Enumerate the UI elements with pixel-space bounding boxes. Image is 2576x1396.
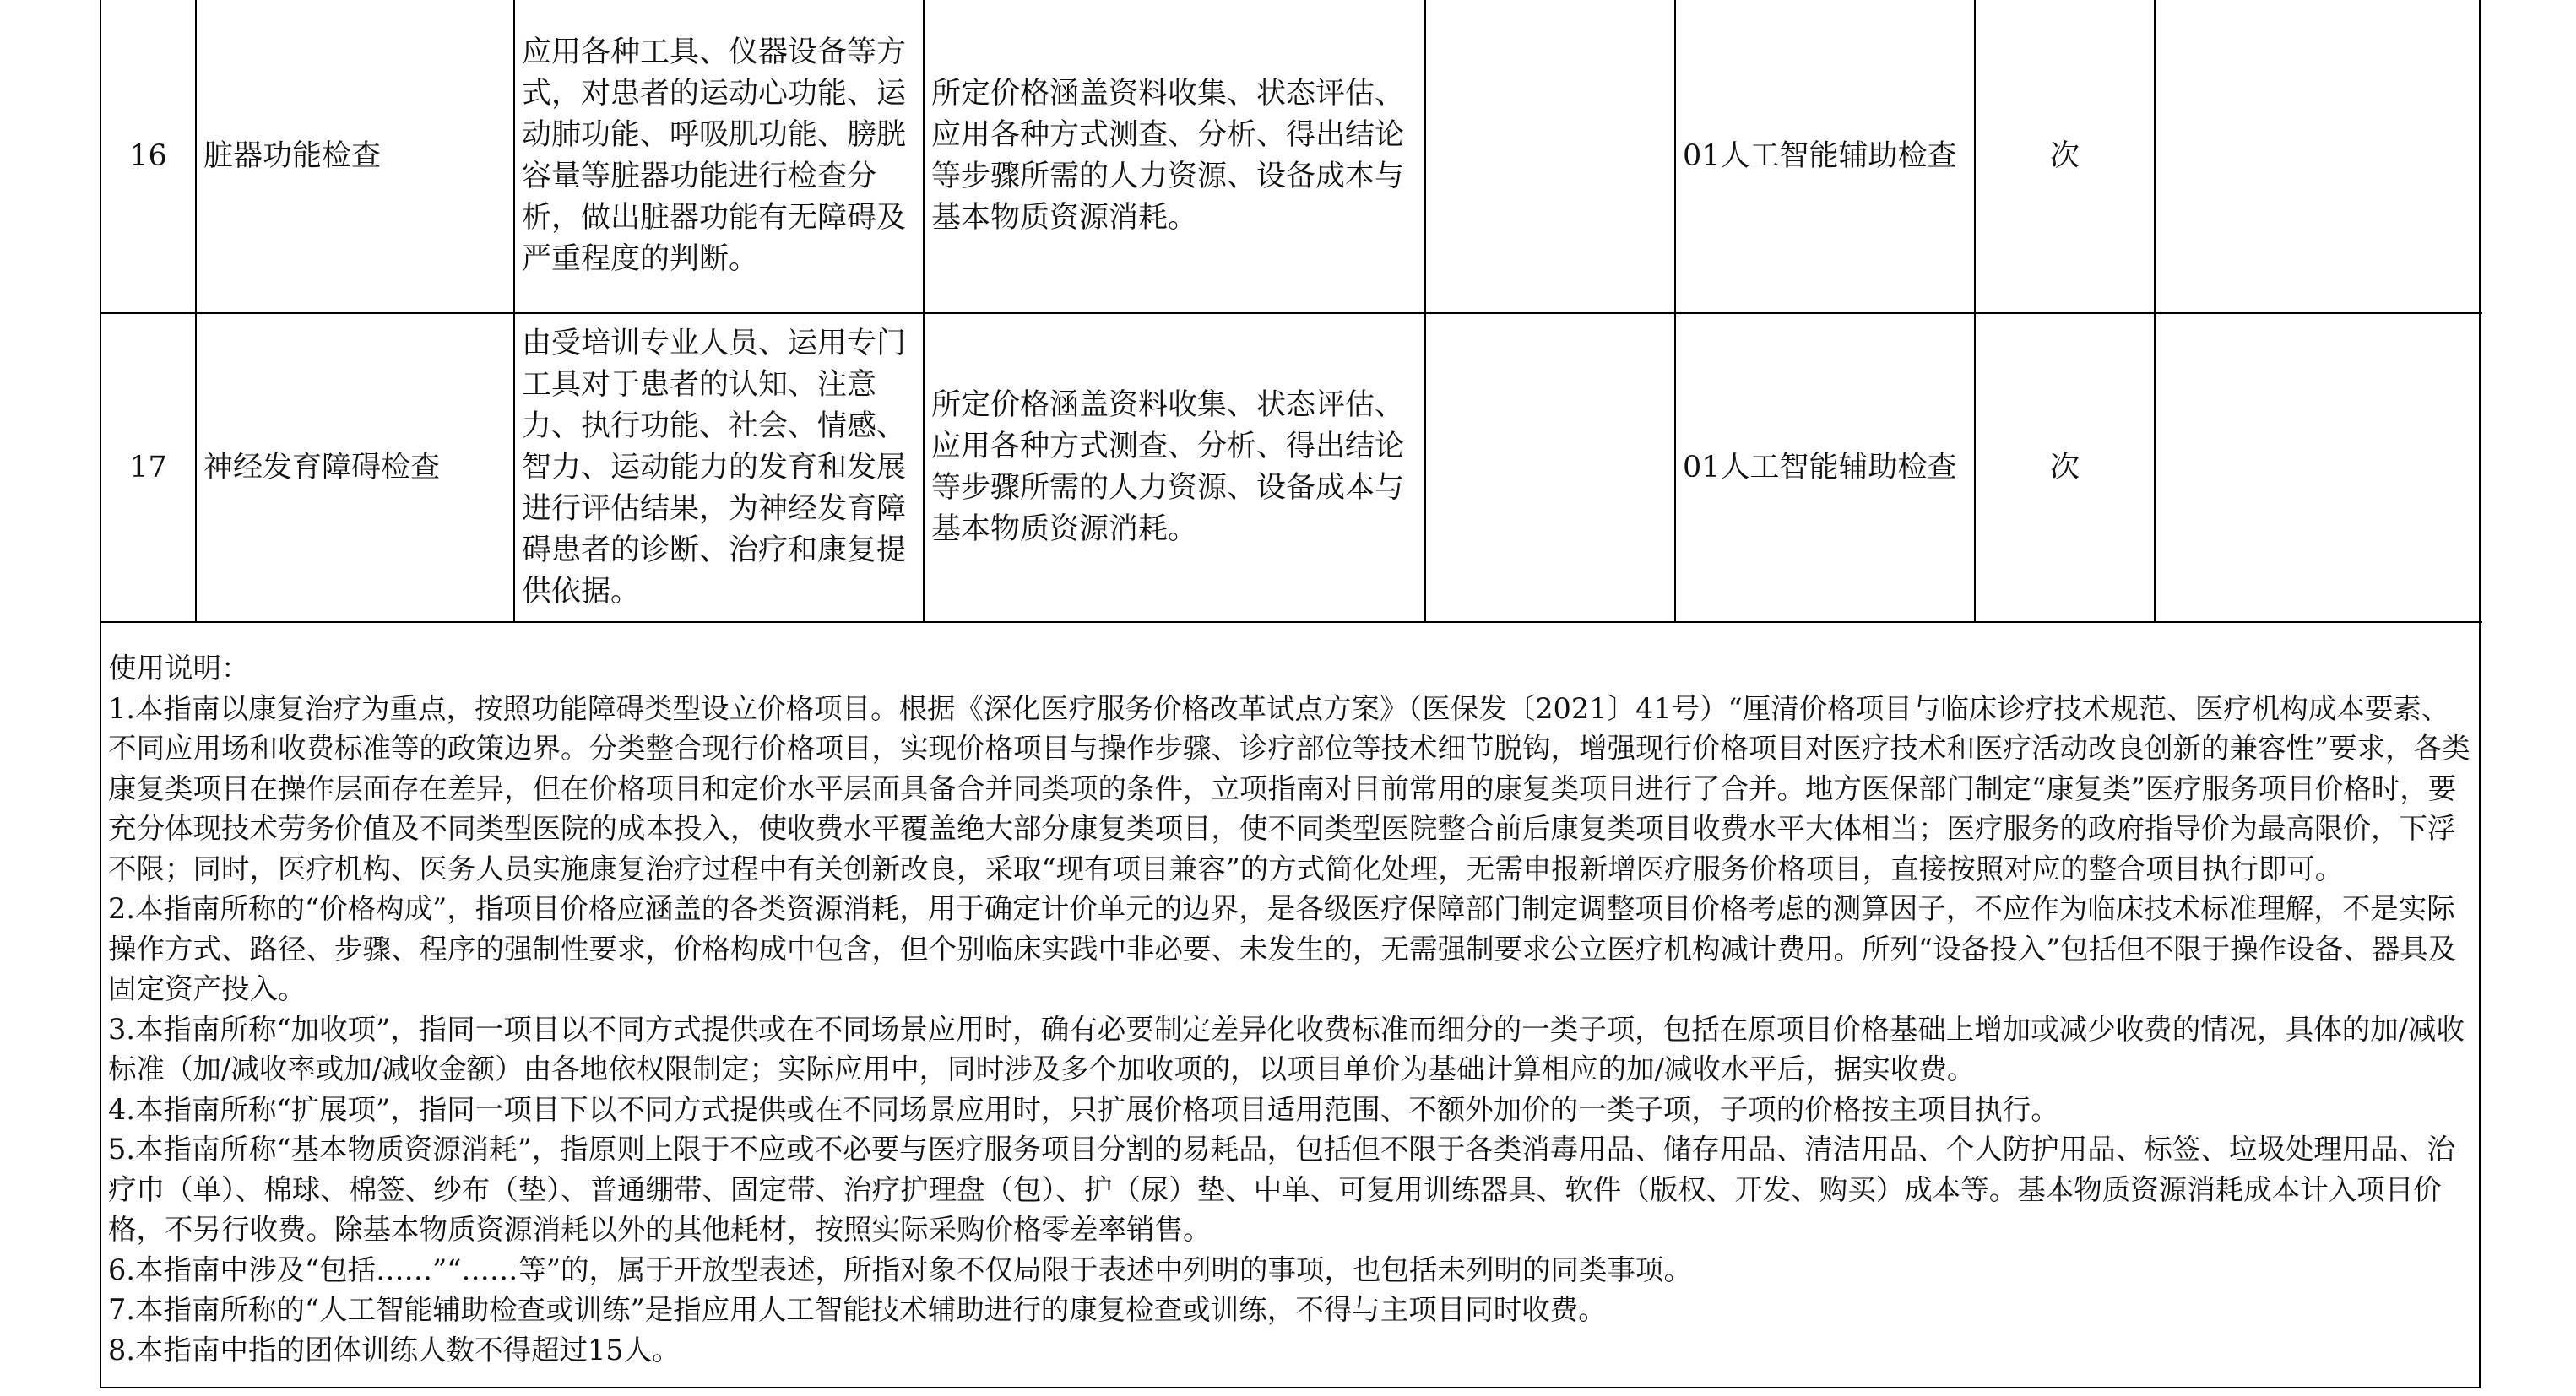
- item-remarks: [2155, 0, 2482, 313]
- usage-note: 4.本指南所称“扩展项”，指同一项目下以不同方式提供或在不同场景应用时，只扩展价格项目适用范围、不额外加价的一类子项，子项的价格按主项目执行。: [108, 1092, 2059, 1126]
- item-unit: 次: [1975, 0, 2155, 313]
- item-content: 应用各种工具、仪器设备等方式，对患者的运动心功能、运动肺功能、呼吸肌功能、膀胱容量等脏器功能进行检查分析，做出脏器功能有无障碍及严重程度的判断。: [514, 0, 924, 313]
- item-extension: 01人工智能辅助检查: [1675, 313, 1975, 622]
- item-name: 脏器功能检查: [196, 0, 514, 313]
- usage-note: 6.本指南中涉及“包括……”“……等”的，属于开放型表述，所指对象不仅局限于表述中列明的事项，也包括未列明的同类事项。: [108, 1253, 1692, 1286]
- item-surcharge: [1425, 0, 1675, 313]
- usage-notes-title: 使用说明：: [108, 652, 250, 684]
- item-number: 16: [101, 0, 196, 313]
- table-row: [101, 0, 2482, 313]
- table-row: [101, 313, 2482, 622]
- item-content: 由受培训专业人员、运用专门工具对于患者的认知、注意力、执行功能、社会、情感、智力、运动能力的发育和发展进行评估结果，为神经发育障碍患者的诊断、治疗和康复提供依据。: [514, 313, 924, 622]
- price-guide-sheet: [100, 0, 2481, 1388]
- price-item-table: [101, 0, 2482, 623]
- item-number: 17: [101, 313, 196, 622]
- usage-notes: [101, 623, 2479, 1387]
- usage-note: 3.本指南所称“加收项”，指同一项目以不同方式提供或在不同场景应用时，确有必要制定差异化收费标准而细分的一类子项，包括在原项目价格基础上增加或减少收费的情况，具体的加/减收标准（加/减收率或加/减收金额）由各地依权限制定；实际应用中，同时涉及多个加收项的，以项目单价为基础计算相应的加/减收水平后，据实收费。: [108, 1012, 2465, 1085]
- usage-note: 8.本指南中指的团体训练人数不得超过15人。: [108, 1333, 681, 1366]
- item-price-composition: 所定价格涵盖资料收集、状态评估、应用各种方式测查、分析、得出结论等步骤所需的人力资源、设备成本与基本物质资源消耗。: [924, 0, 1425, 313]
- item-surcharge: [1425, 313, 1675, 622]
- item-extension: 01人工智能辅助检查: [1675, 0, 1975, 313]
- item-name: 神经发育障碍检查: [196, 313, 514, 622]
- usage-note: 1.本指南以康复治疗为重点，按照功能障碍类型设立价格项目。根据《深化医疗服务价格改革试点方案》（医保发〔2021〕41号）“厘清价格项目与临床诊疗技术规范、医疗机构成本要素、不同应用场和收费标准等的政策边界。分类整合现行价格项目，实现价格项目与操作步骤、诊疗部位等技术细节脱钩，增强现行价格项目对医疗技术和医疗活动改良创新的兼容性”要求，各类康复类项目在操作层面存在差异，但在价格项目和定价水平层面具备合并同类项的条件，立项指南对目前常用的康复类项目进行了合并。地方医保部门制定“康复类”医疗服务项目价格时，要充分体现技术劳务价值及不同类型医院的成本投入，使收费水平覆盖绝大部分康复类项目，使不同类型医院整合前后康复类项目收费水平大体相当；医疗服务的政府指导价为最高限价，下浮不限；同时，医疗机构、医务人员实施康复治疗过程中有关创新改良，采取“现有项目兼容”的方式简化处理，无需申报新增医疗服务价格项目，直接按照对应的整合项目执行即可。: [108, 691, 2470, 885]
- usage-note: 7.本指南所称的“人工智能辅助检查或训练”是指应用人工智能技术辅助进行的康复检查或训练，不得与主项目同时收费。: [108, 1293, 1607, 1326]
- item-remarks: [2155, 313, 2482, 622]
- item-price-composition: 所定价格涵盖资料收集、状态评估、应用各种方式测查、分析、得出结论等步骤所需的人力资源、设备成本与基本物质资源消耗。: [924, 313, 1425, 622]
- usage-note: 5.本指南所称“基本物质资源消耗”，指原则上限于不应或不必要与医疗服务项目分割的易耗品，包括但不限于各类消毒用品、储存用品、清洁用品、个人防护用品、标签、垃圾处理用品、治疗巾（单）、棉球、棉签、纱布（垫）、普通绷带、固定带、治疗护理盘（包）、护（尿）垫、中单、可复用训练器具、软件（版权、开发、购买）成本等。基本物质资源消耗成本计入项目价格，不另行收费。除基本物质资源消耗以外的其他耗材，按照实际采购价格零差率销售。: [108, 1133, 2455, 1246]
- item-unit: 次: [1975, 313, 2155, 622]
- usage-note: 2.本指南所称的“价格构成”，指项目价格应涵盖的各类资源消耗，用于确定计价单元的边界，是各级医疗保障部门制定调整项目价格考虑的测算因子，不应作为临床技术标准理解，不是实际操作方式、路径、步骤、程序的强制性要求，价格构成中包含，但个别临床实践中非必要、未发生的，无需强制要求公立医疗机构减计费用。所列“设备投入”包括但不限于操作设备、器具及固定资产投入。: [108, 892, 2457, 1005]
